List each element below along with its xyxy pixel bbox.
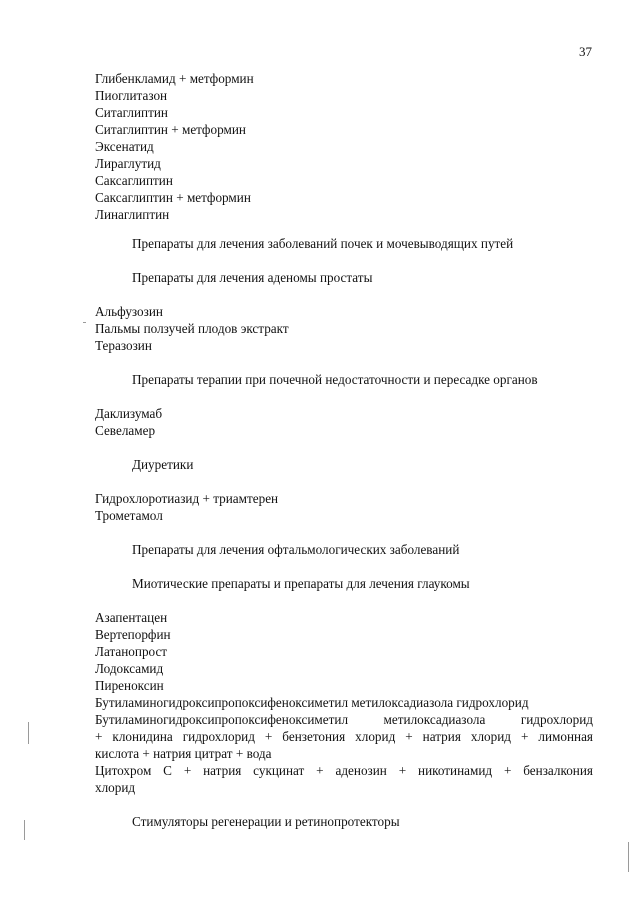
section-heading-prostate: Препараты для лечения аденомы простаты <box>132 270 373 285</box>
list-item: Лираглутид <box>95 156 161 171</box>
list-item: Эксенатид <box>95 139 154 154</box>
list-item: Ситаглиптин <box>95 105 168 120</box>
scan-mark <box>83 322 86 323</box>
list-item-combo-line: + клонидина гидрохлорид + бензетония хлорид + натрия хлорид + лимонная <box>95 729 593 744</box>
section-heading-diuretics: Диуретики <box>132 457 194 472</box>
section-heading-ophthalmic: Препараты для лечения офтальмологических заболеваний <box>132 542 460 557</box>
list-item: Глибенкламид + метформин <box>95 71 254 86</box>
scan-mark <box>628 842 629 872</box>
list-item: Севеламер <box>95 423 156 438</box>
list-item: Трометамол <box>95 508 163 523</box>
list-item: Гидрохлоротиазид + триамтерен <box>95 491 279 506</box>
list-item: Пиоглитазон <box>95 88 168 103</box>
list-item: Лодоксамид <box>95 661 164 676</box>
list-item-combo-line: хлорид <box>95 780 136 795</box>
drug-list <box>95 70 593 830</box>
list-item: Пиреноксин <box>95 678 164 693</box>
list-item: Саксаглиптин + метформин <box>95 190 251 205</box>
list-item: Азапентацен <box>95 610 168 625</box>
list-item: Саксаглиптин <box>95 173 173 188</box>
list-item-combo-line: Цитохром С + натрия сукцинат + аденозин + никотинамид + бензалкония <box>95 763 593 778</box>
scan-mark <box>28 722 29 744</box>
scan-mark <box>24 820 25 840</box>
list-item: Пальмы ползучей плодов экстракт <box>95 321 289 336</box>
section-heading-renal: Препараты терапии при почечной недостаточности и пересадке органов <box>132 372 538 387</box>
list-item: Даклизумаб <box>95 406 163 421</box>
section-heading-glaucoma: Миотические препараты и препараты для лечения глаукомы <box>132 576 470 591</box>
list-item: Линаглиптин <box>95 207 170 222</box>
page-number: 37 <box>579 44 592 59</box>
list-item: Теразозин <box>95 338 152 353</box>
section-heading-kidney: Препараты для лечения заболеваний почек и мочевыводящих путей <box>132 236 514 251</box>
list-item: Вертепорфин <box>95 627 171 642</box>
list-item: Бутиламиногидроксипропоксифеноксиметил метилоксадиазола гидрохлорид <box>95 695 529 710</box>
list-item: Альфузозин <box>95 304 163 319</box>
list-item: Латанопрост <box>95 644 168 659</box>
section-heading-regen: Стимуляторы регенерации и ретинопротекторы <box>132 814 400 829</box>
list-item-combo-line: Бутиламиногидроксипропоксифеноксиметил метилоксадиазола гидрохлорид <box>95 712 593 727</box>
list-item-combo-line: кислота + натрия цитрат + вода <box>95 746 272 761</box>
list-item: Ситаглиптин + метформин <box>95 122 246 137</box>
